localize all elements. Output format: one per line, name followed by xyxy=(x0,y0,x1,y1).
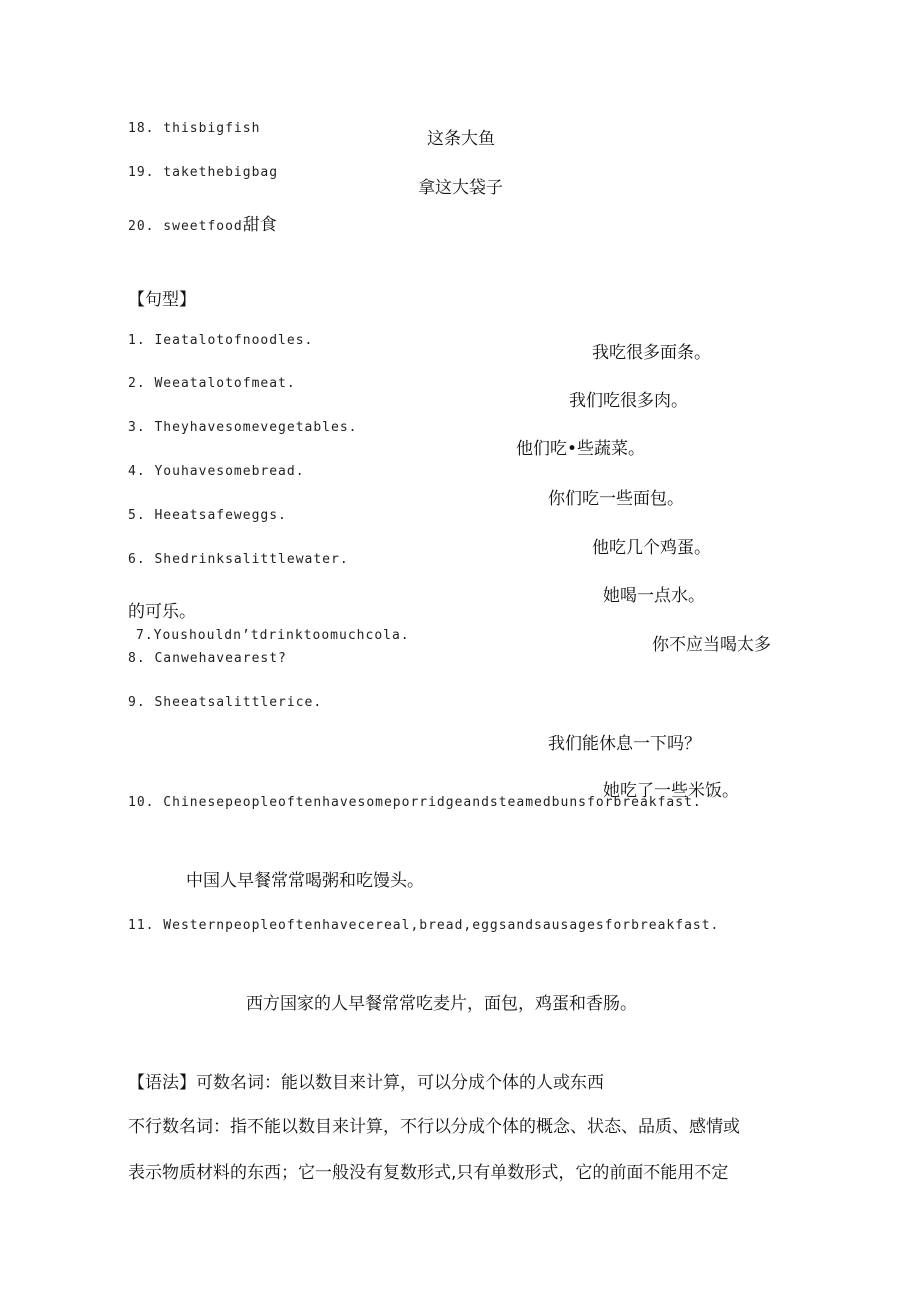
vocab-20-zh: 甜食 xyxy=(242,215,277,235)
sentence-7-zh: 你不应当喝太多 xyxy=(652,635,771,655)
sentence-8-en: 8. Canwehavearest? xyxy=(128,651,287,666)
sentence-9-zh: 她吃了一些米饭。 xyxy=(603,781,739,801)
sentence-10-en: 10. Chinesepeopleoftenhavesomeporridgeandsteamedbunsforbreakfast. xyxy=(128,795,702,810)
grammar-line-3: 表示物质材料的东西；它一般没有复数形式,只有单数形式，它的前面不能用不定 xyxy=(128,1163,729,1183)
sentence-1-zh: 我吃很多面条。 xyxy=(592,343,711,363)
grammar-line-1: 【语法】可数名词：能以数目来计算，可以分成个体的人或东西 xyxy=(128,1073,604,1093)
section-heading-sentences: 【句型】 xyxy=(128,290,196,310)
sentence-4-zh: 你们吃一些面包。 xyxy=(548,489,684,509)
sentence-1-en: 1. Ieatalotofnoodles. xyxy=(128,333,314,348)
vocab-19-zh: 拿这大袋子 xyxy=(418,178,503,198)
grammar-line-2: 不行数名词：指不能以数目来计算，不行以分成个体的概念、状态、品质、感情或 xyxy=(128,1117,740,1137)
sentence-7-zh-continued: 的可乐。 xyxy=(128,602,196,622)
sentence-9-en: 9. Sheeatsalittlerice. xyxy=(128,695,323,710)
sentence-11-zh: 西方国家的人早餐常常吃麦片，面包，鸡蛋和香肠。 xyxy=(246,994,637,1014)
vocab-20-en: 20. sweetfood xyxy=(128,219,243,234)
vocab-20 xyxy=(128,210,277,235)
sentence-5-zh: 他吃几个鸡蛋。 xyxy=(592,538,711,558)
sentence-4-en: 4. Youhavesomebread. xyxy=(128,464,305,479)
sentence-10-zh: 中国人早餐常常喝粥和吃馒头。 xyxy=(186,871,424,891)
sentence-3-en: 3. Theyhavesomevegetables. xyxy=(128,420,358,435)
vocab-18-zh: 这条大鱼 xyxy=(427,129,495,149)
sentence-5-en: 5. Heeatsafeweggs. xyxy=(128,508,287,523)
sentence-2-zh: 我们吃很多肉。 xyxy=(569,391,688,411)
vocab-18-en: 18. thisbigfish xyxy=(128,121,261,136)
sentence-8-zh: 我们能休息一下吗？ xyxy=(548,734,701,754)
sentence-7-en: 7.Youshouldn’tdrinktoomuchcola. xyxy=(136,628,410,643)
sentence-2-en: 2. Weeatalotofmeat. xyxy=(128,376,296,391)
vocab-19-en: 19. takethebigbag xyxy=(128,165,279,180)
sentence-3-zh: 他们吃•些蔬菜。 xyxy=(516,439,646,459)
sentence-6-en: 6. Shedrinksalittlewater. xyxy=(128,552,349,567)
sentence-6-zh: 她喝一点水。 xyxy=(603,586,705,606)
sentence-11-en: 11. Westernpeopleoftenhavecereal,bread,eggsandsausagesforbreakfast. xyxy=(128,918,720,933)
